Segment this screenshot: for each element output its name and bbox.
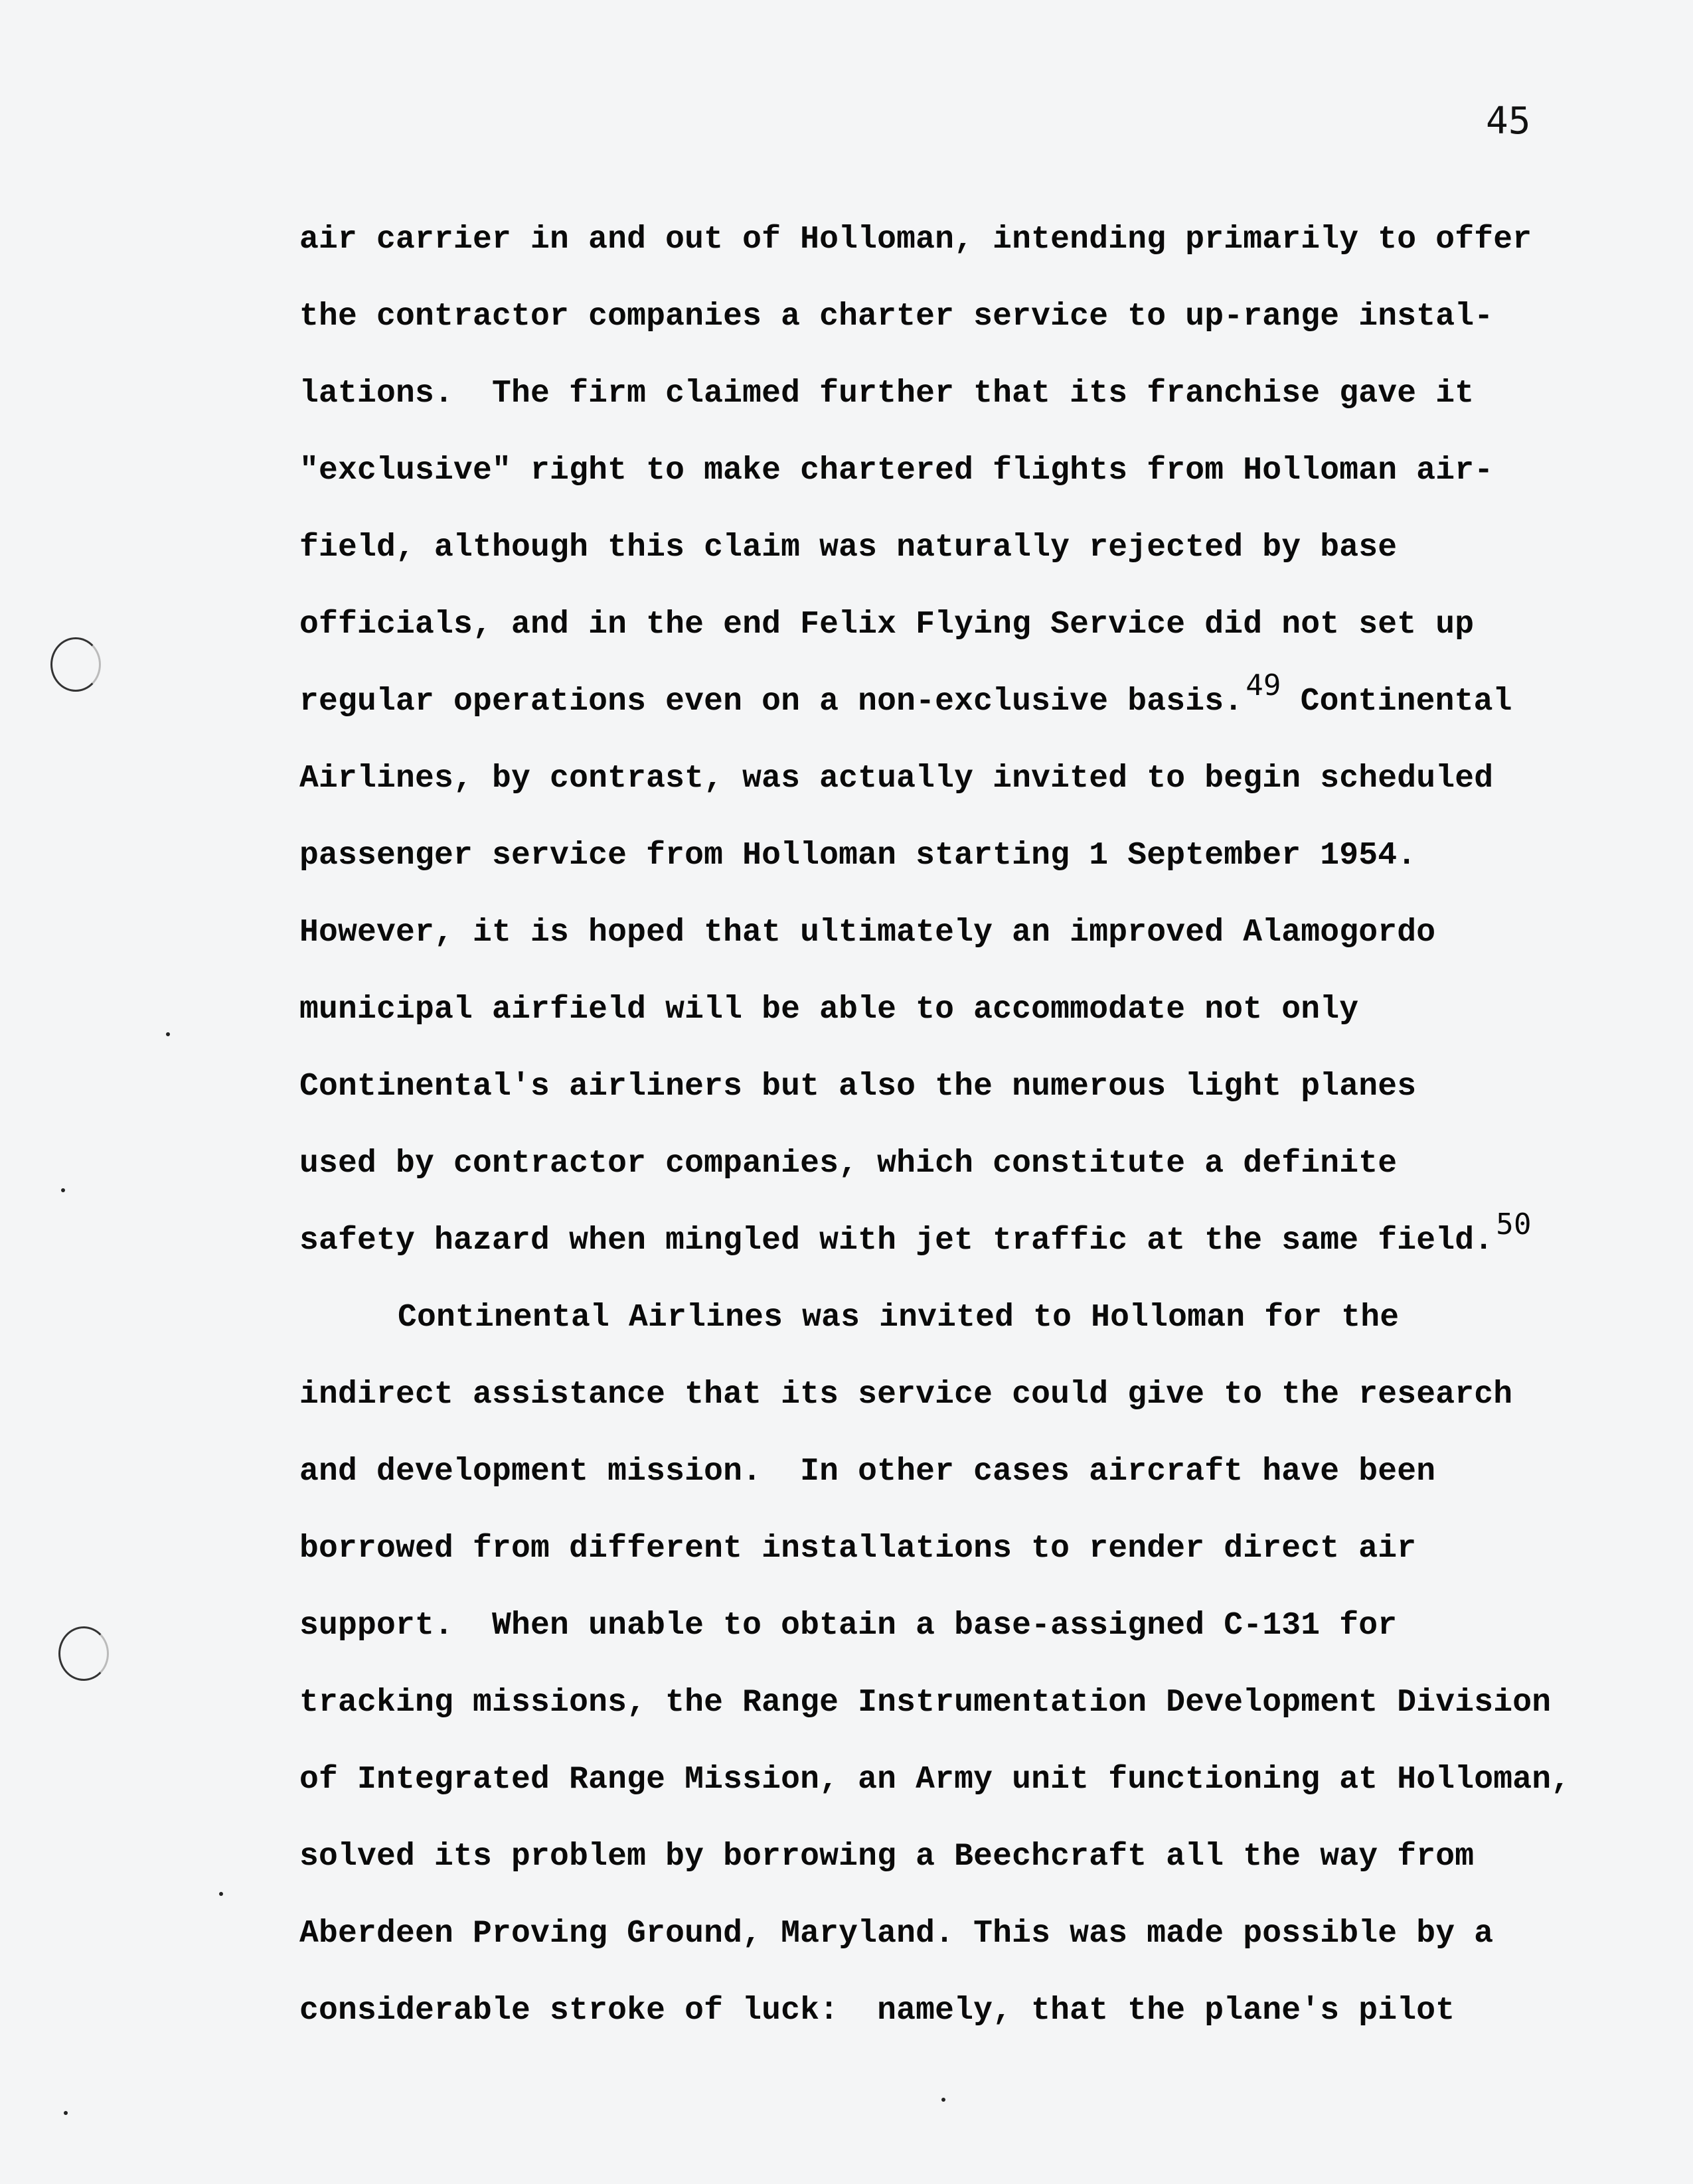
text-line: [299, 663, 1570, 740]
punch-hole: [58, 1626, 109, 1681]
text-line: solved its problem by borrowing a Beechcraft all the way from: [299, 1839, 1475, 1875]
text-line: "exclusive" right to make chartered flights from Holloman air-: [299, 453, 1494, 489]
text-line: field, although this claim was naturally rejected by base: [299, 530, 1398, 566]
paragraph-1: [299, 201, 1570, 1279]
text-line: used by contractor companies, which constitute a definite: [299, 1146, 1398, 1182]
text-line: lations. The firm claimed further that its franchise gave it: [299, 376, 1475, 412]
speck: [219, 1892, 223, 1896]
text-line: of Integrated Range Mission, an Army unit functioning at Holloman,: [299, 1762, 1571, 1798]
punch-hole: [50, 637, 101, 692]
text-line: Continental Airlines was invited to Holloman for the: [398, 1300, 1400, 1336]
text-line: support. When unable to obtain a base-assigned C-131 for: [299, 1608, 1398, 1644]
speck: [166, 1032, 170, 1036]
text-line: indirect assistance that its service could give to the research: [299, 1377, 1513, 1413]
paragraph-2: [299, 1279, 1570, 2049]
text-line: Airlines, by contrast, was actually invited to begin scheduled: [299, 761, 1494, 797]
text-line: borrowed from different installations to render direct air: [299, 1531, 1417, 1567]
text-line: and development mission. In other cases aircraft have been: [299, 1454, 1436, 1490]
speck: [64, 2111, 68, 2115]
document-body: [299, 201, 1570, 2049]
text-line: passenger service from Holloman starting 1 September 1954.: [299, 838, 1417, 874]
footnote-ref: 49: [1246, 668, 1281, 702]
text-line: municipal airfield will be able to accommodate not only: [299, 992, 1359, 1028]
speck: [61, 1188, 65, 1192]
line-text: regular operations even on a non-exclusive basis.: [299, 684, 1244, 720]
text-line: considerable stroke of luck: namely, that the plane's pilot: [299, 1993, 1455, 2029]
text-line: Continental's airliners but also the numerous light planes: [299, 1069, 1417, 1105]
text-line: officials, and in the end Felix Flying Service did not set up: [299, 607, 1475, 643]
page-number: 45: [1486, 100, 1531, 143]
speck: [941, 2098, 945, 2102]
line-text: Continental: [1281, 684, 1512, 720]
text-line: [299, 1202, 1570, 1279]
text-line: tracking missions, the Range Instrumentation Development Division: [299, 1685, 1552, 1721]
footnote-ref: 50: [1496, 1208, 1532, 1241]
text-line: air carrier in and out of Holloman, intending primarily to offer: [299, 222, 1532, 258]
line-text: safety hazard when mingled with jet traffic at the same field.: [299, 1223, 1494, 1259]
text-line: However, it is hoped that ultimately an improved Alamogordo: [299, 915, 1436, 951]
text-line: the contractor companies a charter service to up-range instal-: [299, 299, 1494, 335]
text-line: Aberdeen Proving Ground, Maryland. This was made possible by a: [299, 1916, 1494, 1952]
